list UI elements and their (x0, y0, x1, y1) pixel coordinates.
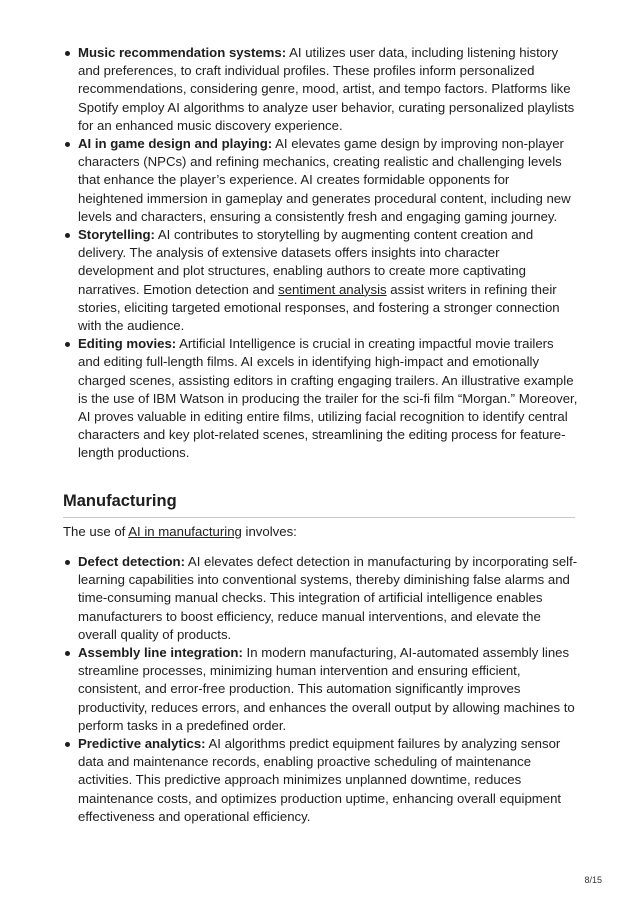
list-item (78, 335, 578, 462)
entertainment-bullet-list (78, 44, 578, 463)
bullet-icon (65, 560, 70, 565)
list-item (78, 735, 578, 826)
item-text: AI elevates defect detection in manufacturing by incorporating self-learning capabilities into conventional systems, thereby diminishing false alarms and time-consuming manual checks. This integration of artificial intelligence enables manufacturers to boost efficiency, reduce manual interventions, and elevate the overall quality of products. (78, 554, 578, 642)
item-title: Music recommendation systems: (78, 45, 287, 60)
item-title: Editing movies: (78, 336, 177, 352)
manufacturing-bullet-list (78, 553, 578, 826)
bullet-icon (65, 51, 70, 56)
item-title: Defect detection: (78, 554, 185, 569)
page-number: 8/15 (584, 875, 602, 885)
bullet-icon (65, 742, 70, 747)
list-item (78, 553, 578, 644)
sentiment-analysis-link[interactable]: sentiment analysis (278, 281, 387, 297)
list-item (78, 44, 578, 135)
item-title: AI in game design and playing: (78, 136, 273, 152)
item-title: Predictive analytics: (78, 736, 206, 752)
item-title: Storytelling: (78, 227, 155, 243)
item-text: In modern manufacturing, AI-automated assembly lines streamline processes, minimizing human intervention and ensuring efficient, consistent, and error-free production. This automation significantly improves productivity, reduces errors, and enhances the overall output by allowing machines to perform tasks in a predefined order. (78, 645, 575, 733)
heading-divider (63, 517, 575, 518)
item-text: AI contributes to storytelling by augmenting content creation and delivery. The analysis of extensive datasets offers insights into character development and plot structures, enabling authors to create more captivating narratives. Emotion detection and (78, 227, 534, 297)
item-text: assist writers in refining their stories, eliciting targeted emotional responses, and fostering a stronger connection with the audience. (78, 281, 560, 334)
list-item (78, 226, 578, 335)
list-item (78, 135, 578, 226)
bullet-icon (65, 142, 70, 147)
bullet-icon (65, 651, 70, 656)
bullet-icon (65, 233, 70, 238)
item-title: Assembly line integration: (78, 645, 243, 661)
bullet-icon (65, 342, 70, 347)
item-text: Artificial Intelligence is crucial in creating impactful movie trailers and editing full-length films. AI excels in identifying high-impact and emotionally charged scenes, assisting editors in crafting engaging trailers. An illustrative example is the use of IBM Watson in producing the trailer for the sci-fi film “Morgan.” Moreover, AI proves valuable in editing entire films, utilizing facial recognition to identify central characters and key plot-related scenes, streamlining the editing process for feature-length productions. (78, 336, 578, 461)
section-heading: Manufacturing (63, 492, 177, 510)
intro-text: The use of (63, 524, 129, 539)
item-text: AI algorithms predict equipment failures by analyzing sensor data and maintenance records, enabling proactive scheduling of maintenance activities. This predictive approach minimizes unplanned downtime, reduces maintenance costs, and optimizes production uptime, enhancing overall equipment effectiveness and operational efficiency. (78, 736, 562, 824)
item-text: AI elevates game design by improving non-player characters (NPCs) and refining mechanics, creating realistic and challenging levels that enhance the player’s experience. AI creates formidable opponents for heightened immersion in gameplay and generates procedural content, including new levels and characters, ensuring a consistently fresh and engaging gaming journey. (78, 136, 571, 224)
item-text: AI utilizes user data, including listening history and preferences, to craft individual profiles. These profiles inform personalized recommendations, considering genre, mood, artist, and tempo factors. Platforms like Spotify employ AI algorithms to analyze user behavior, curating personalized playlists for an enhanced music discovery experience. (78, 45, 575, 133)
section-intro (63, 523, 297, 541)
intro-text: involves: (241, 524, 297, 539)
list-item (78, 644, 578, 735)
ai-in-manufacturing-link[interactable]: AI in manufacturing (128, 524, 242, 539)
